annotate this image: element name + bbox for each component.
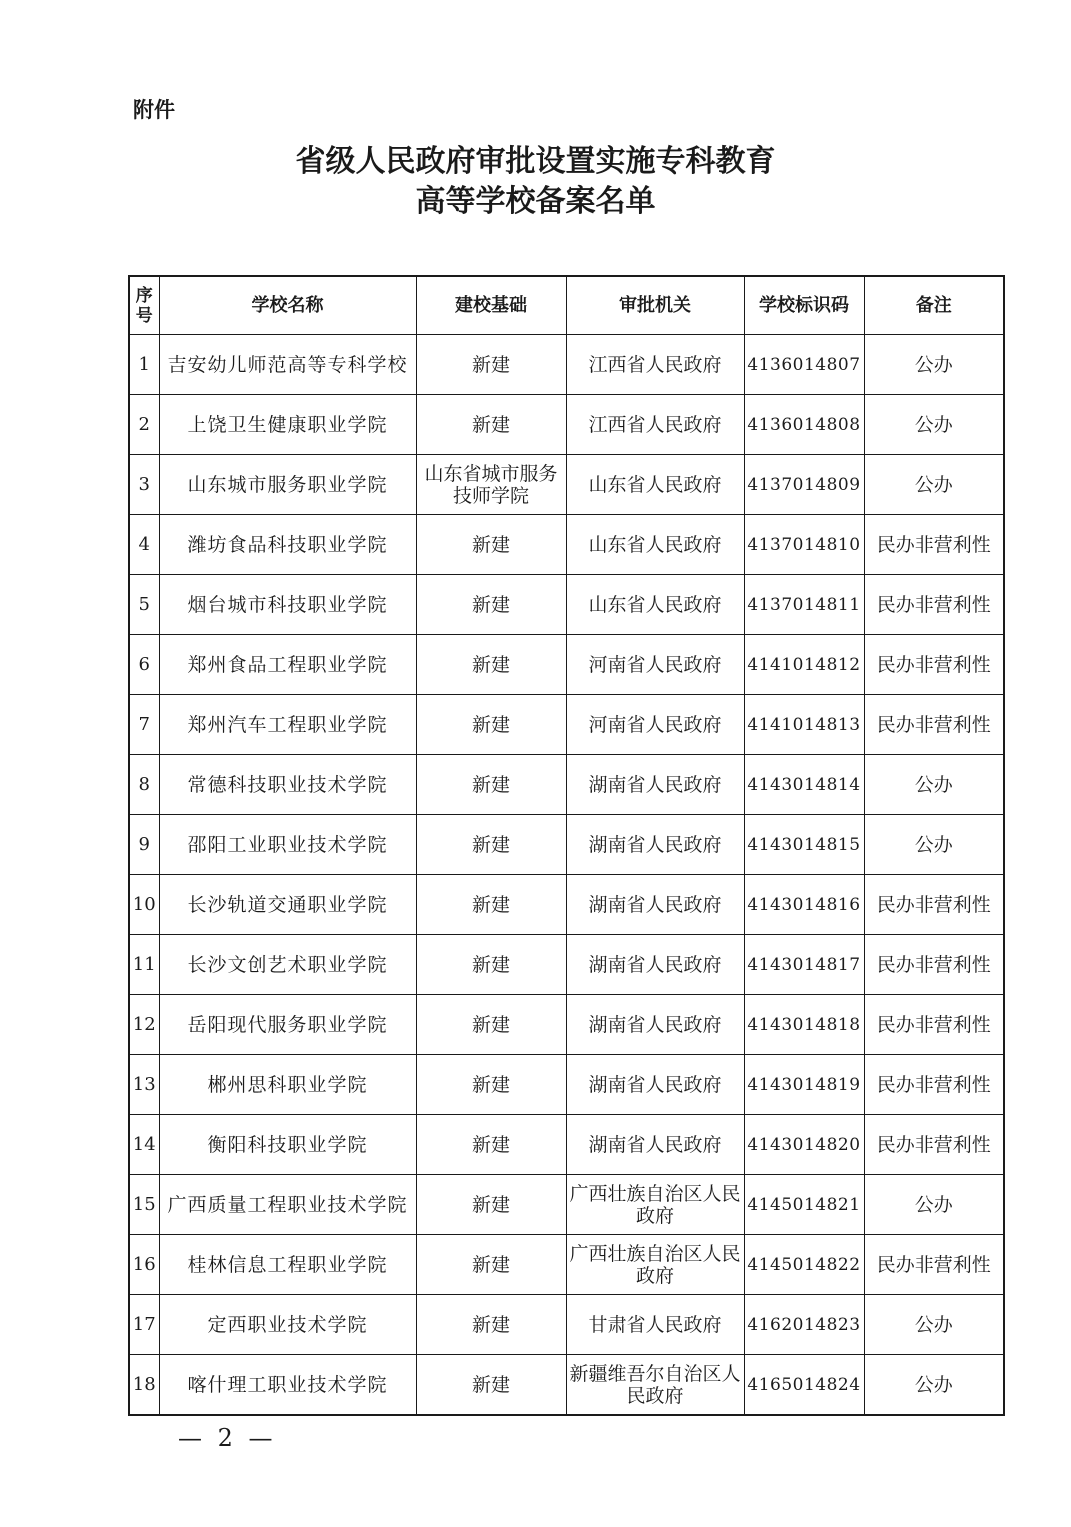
cell-basis: 新建	[416, 935, 566, 995]
cell-school-name: 长沙轨道交通职业学院	[159, 875, 416, 935]
cell-code: 4143014815	[744, 815, 864, 875]
cell-authority: 新疆维吾尔自治区人民政府	[566, 1355, 744, 1416]
cell-basis: 新建	[416, 575, 566, 635]
cell-school-name: 广西质量工程职业技术学院	[159, 1175, 416, 1235]
cell-basis: 新建	[416, 1355, 566, 1416]
table-row	[129, 1355, 1004, 1416]
cell-school-name: 郴州思科职业学院	[159, 1055, 416, 1115]
table-row	[129, 635, 1004, 695]
cell-seq: 7	[129, 695, 159, 755]
cell-code: 4143014817	[744, 935, 864, 995]
header-seq	[129, 276, 159, 335]
cell-code: 4143014818	[744, 995, 864, 1055]
cell-authority: 湖南省人民政府	[566, 875, 744, 935]
cell-school-name: 潍坊食品科技职业学院	[159, 515, 416, 575]
cell-remark: 公办	[864, 755, 1004, 815]
cell-remark: 公办	[864, 1355, 1004, 1416]
cell-authority: 湖南省人民政府	[566, 755, 744, 815]
cell-remark: 公办	[864, 335, 1004, 395]
cell-authority: 江西省人民政府	[566, 395, 744, 455]
cell-school-name: 上饶卫生健康职业学院	[159, 395, 416, 455]
cell-basis: 新建	[416, 395, 566, 455]
cell-code: 4141014812	[744, 635, 864, 695]
cell-seq: 5	[129, 575, 159, 635]
cell-remark: 公办	[864, 1295, 1004, 1355]
cell-basis: 新建	[416, 815, 566, 875]
cell-seq: 10	[129, 875, 159, 935]
cell-remark: 公办	[864, 395, 1004, 455]
cell-remark: 民办非营利性	[864, 875, 1004, 935]
cell-school-name: 山东城市服务职业学院	[159, 455, 416, 515]
cell-school-name: 岳阳现代服务职业学院	[159, 995, 416, 1055]
cell-remark: 民办非营利性	[864, 515, 1004, 575]
cell-basis: 新建	[416, 755, 566, 815]
cell-code: 4137014810	[744, 515, 864, 575]
school-record-table	[128, 275, 1005, 1416]
document-title-line1: 省级人民政府审批设置实施专科教育	[295, 144, 776, 179]
cell-code: 4143014819	[744, 1055, 864, 1115]
cell-school-name: 邵阳工业职业技术学院	[159, 815, 416, 875]
cell-basis: 新建	[416, 1175, 566, 1235]
cell-authority: 湖南省人民政府	[566, 1055, 744, 1115]
cell-basis: 新建	[416, 875, 566, 935]
cell-authority: 河南省人民政府	[566, 635, 744, 695]
cell-basis: 山东省城市服务技师学院	[416, 455, 566, 515]
cell-remark: 民办非营利性	[864, 1055, 1004, 1115]
cell-basis: 新建	[416, 1055, 566, 1115]
cell-remark: 民办非营利性	[864, 575, 1004, 635]
table-row	[129, 1115, 1004, 1175]
cell-school-name: 烟台城市科技职业学院	[159, 575, 416, 635]
table-row	[129, 1175, 1004, 1235]
cell-remark: 公办	[864, 815, 1004, 875]
cell-remark: 民办非营利性	[864, 1115, 1004, 1175]
cell-seq: 12	[129, 995, 159, 1055]
cell-seq: 9	[129, 815, 159, 875]
cell-basis: 新建	[416, 695, 566, 755]
cell-basis: 新建	[416, 1115, 566, 1175]
page-number: — 2 —	[178, 1424, 277, 1452]
cell-school-name: 长沙文创艺术职业学院	[159, 935, 416, 995]
cell-remark: 民办非营利性	[864, 695, 1004, 755]
table-row	[129, 815, 1004, 875]
document-title-line2: 高等学校备案名单	[415, 184, 656, 219]
cell-authority: 甘肃省人民政府	[566, 1295, 744, 1355]
cell-basis: 新建	[416, 515, 566, 575]
cell-basis: 新建	[416, 335, 566, 395]
cell-seq: 14	[129, 1115, 159, 1175]
cell-seq: 16	[129, 1235, 159, 1295]
cell-authority: 湖南省人民政府	[566, 1115, 744, 1175]
cell-seq: 4	[129, 515, 159, 575]
header-code: 学校标识码	[744, 276, 864, 335]
table-row	[129, 875, 1004, 935]
cell-seq: 2	[129, 395, 159, 455]
header-authority: 审批机关	[566, 276, 744, 335]
cell-remark: 民办非营利性	[864, 935, 1004, 995]
cell-basis: 新建	[416, 995, 566, 1055]
cell-authority: 湖南省人民政府	[566, 815, 744, 875]
cell-remark: 民办非营利性	[864, 995, 1004, 1055]
cell-authority: 江西省人民政府	[566, 335, 744, 395]
cell-seq: 3	[129, 455, 159, 515]
cell-seq: 13	[129, 1055, 159, 1115]
cell-code: 4143014820	[744, 1115, 864, 1175]
header-school-name: 学校名称	[159, 276, 416, 335]
cell-authority: 湖南省人民政府	[566, 995, 744, 1055]
cell-authority: 湖南省人民政府	[566, 935, 744, 995]
table-row	[129, 515, 1004, 575]
cell-school-name: 郑州汽车工程职业学院	[159, 695, 416, 755]
cell-authority: 山东省人民政府	[566, 575, 744, 635]
cell-basis: 新建	[416, 1235, 566, 1295]
cell-code: 4145014821	[744, 1175, 864, 1235]
cell-code: 4137014811	[744, 575, 864, 635]
cell-remark: 民办非营利性	[864, 1235, 1004, 1295]
cell-authority: 山东省人民政府	[566, 455, 744, 515]
table-row	[129, 1055, 1004, 1115]
cell-seq: 17	[129, 1295, 159, 1355]
table-row	[129, 695, 1004, 755]
cell-code: 4137014809	[744, 455, 864, 515]
cell-authority: 河南省人民政府	[566, 695, 744, 755]
cell-code: 4145014822	[744, 1235, 864, 1295]
cell-school-name: 衡阳科技职业学院	[159, 1115, 416, 1175]
cell-seq: 15	[129, 1175, 159, 1235]
cell-remark: 公办	[864, 1175, 1004, 1235]
cell-seq: 8	[129, 755, 159, 815]
table-row	[129, 395, 1004, 455]
cell-basis: 新建	[416, 635, 566, 695]
cell-school-name: 郑州食品工程职业学院	[159, 635, 416, 695]
cell-seq: 11	[129, 935, 159, 995]
cell-remark: 民办非营利性	[864, 635, 1004, 695]
cell-code: 4143014814	[744, 755, 864, 815]
table-row	[129, 935, 1004, 995]
table-row	[129, 575, 1004, 635]
cell-code: 4136014807	[744, 335, 864, 395]
table-row	[129, 1295, 1004, 1355]
cell-code: 4165014824	[744, 1355, 864, 1416]
cell-seq: 6	[129, 635, 159, 695]
cell-code: 4136014808	[744, 395, 864, 455]
cell-remark: 公办	[864, 455, 1004, 515]
cell-code: 4143014816	[744, 875, 864, 935]
table-row	[129, 455, 1004, 515]
attachment-label: 附件	[133, 98, 175, 122]
header-seq-line2: 号	[135, 305, 153, 326]
cell-school-name: 桂林信息工程职业学院	[159, 1235, 416, 1295]
cell-code: 4141014813	[744, 695, 864, 755]
table-row	[129, 995, 1004, 1055]
cell-basis: 新建	[416, 1295, 566, 1355]
cell-authority: 山东省人民政府	[566, 515, 744, 575]
header-basis: 建校基础	[416, 276, 566, 335]
cell-code: 4162014823	[744, 1295, 864, 1355]
cell-seq: 1	[129, 335, 159, 395]
table-row	[129, 1235, 1004, 1295]
cell-authority: 广西壮族自治区人民政府	[566, 1175, 744, 1235]
cell-school-name: 喀什理工职业技术学院	[159, 1355, 416, 1416]
cell-seq: 18	[129, 1355, 159, 1416]
header-remark: 备注	[864, 276, 1004, 335]
cell-school-name: 常德科技职业技术学院	[159, 755, 416, 815]
table-header-row	[129, 276, 1004, 335]
cell-school-name: 定西职业技术学院	[159, 1295, 416, 1355]
cell-school-name: 吉安幼儿师范高等专科学校	[159, 335, 416, 395]
header-seq-line1: 序	[135, 285, 153, 306]
table-row	[129, 335, 1004, 395]
cell-authority: 广西壮族自治区人民政府	[566, 1235, 744, 1295]
table-row	[129, 755, 1004, 815]
